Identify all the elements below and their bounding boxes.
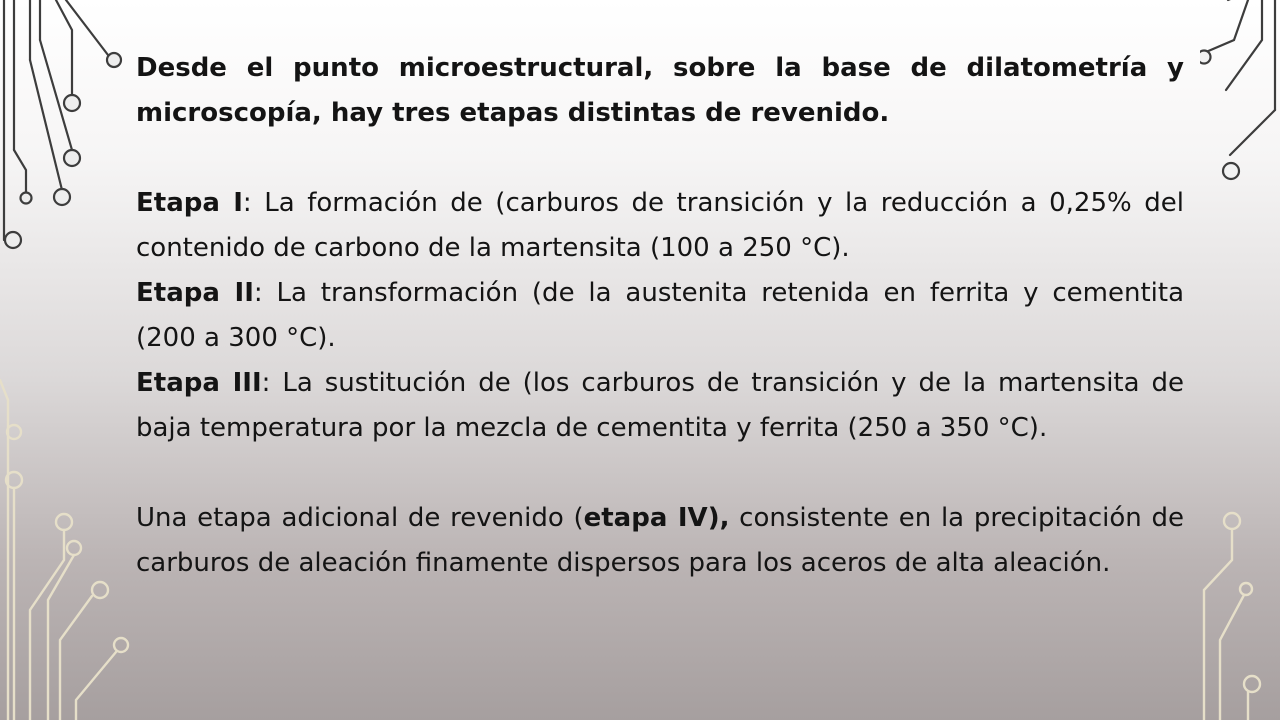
stage-2-label: Etapa II <box>136 278 254 308</box>
stage-3-label: Etapa III <box>136 368 262 398</box>
intro-paragraph: Desde el punto microestructural, sobre la base de dilatometría y microscopía, hay tres etapas distintas de revenido. <box>136 53 1184 128</box>
closing-rest: consistente en la precipitación de carburos de aleación finamente dispersos para los aceros de alta aleación. <box>136 503 1184 578</box>
stage-3-text: : La sustitución de (los carburos de transición y de la martensita de baja temperatura por la mezcla de cementita y ferrita (250 a 350 °C). <box>136 368 1184 443</box>
circuit-decoration-bottom-right <box>1200 500 1280 720</box>
paragraph-spacer <box>136 451 1184 496</box>
circuit-decoration-top-left <box>0 0 140 260</box>
stage-1-label: Etapa I <box>136 188 243 218</box>
closing-bold-punctuation: ), <box>707 503 730 533</box>
slide-body <box>136 46 1184 586</box>
closing-emphasis: etapa IV <box>583 503 708 533</box>
stage-1-paragraph <box>136 181 1184 271</box>
closing-prefix: Una etapa adicional de revenido ( <box>136 503 584 533</box>
closing-paragraph <box>136 496 1184 586</box>
stage-1-text: : La formación de (carburos de transición y la reducción a 0,25% del contenido de carbono de la martensita (100 a 250 °C). <box>136 188 1184 263</box>
paragraph-spacer <box>136 136 1184 181</box>
circuit-decoration-top-right <box>1200 0 1280 190</box>
stage-3-paragraph <box>136 361 1184 451</box>
stage-2-text: : La transformación (de la austenita retenida en ferrita y cementita (200 a 300 °C). <box>136 278 1185 353</box>
circuit-decoration-bottom-left <box>0 360 140 720</box>
stage-2-paragraph <box>136 271 1184 361</box>
